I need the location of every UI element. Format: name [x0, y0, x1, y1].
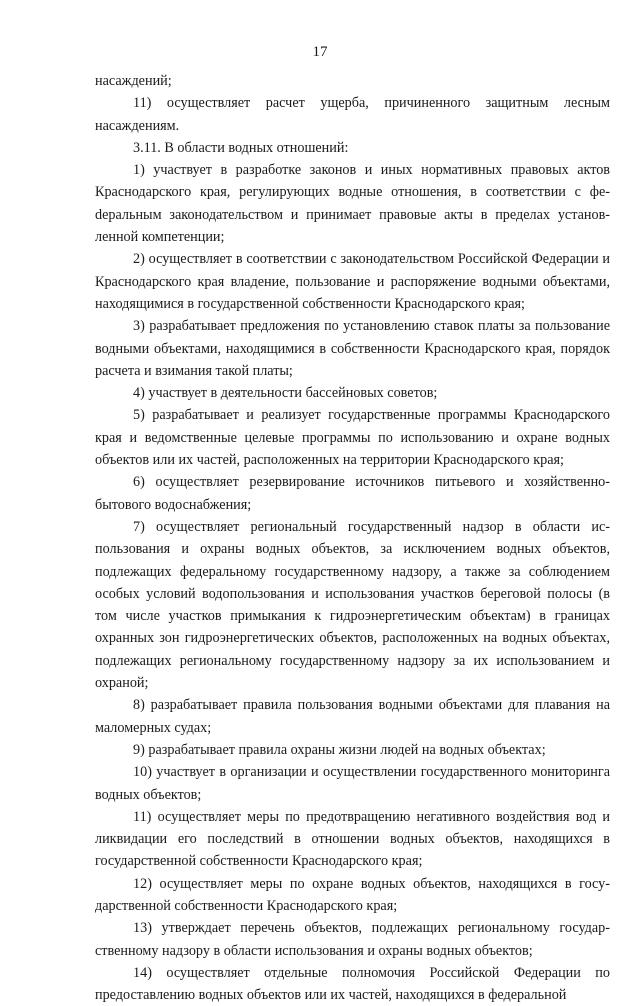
section-heading-3-11: 3.11. В области водных отношений:: [133, 139, 349, 156]
paragraph-continuation: насаждений;: [95, 73, 172, 89]
paragraph-item-6: 6) осуществляет резервирование источников питьевого и хозяйственно-бытового водоснабжения;: [95, 474, 610, 513]
paragraph-item-4: 4) участвует в деятельности бассейновых советов;: [133, 385, 438, 402]
paragraph-item-2: 2) осуществляет в соответствии с законодательством Российской Федерации и Краснодарского края владение, пользование и распоряжение водными объектами, находящимися в государственной собственности Краснодарского края;: [95, 251, 610, 312]
paragraph-item-13: 13) утверждает перечень объектов, подлежащих региональному государственному надзору в области использования и охраны водных объектов;: [95, 920, 610, 959]
paragraph-item-7: 7) осуществляет региональный государственный надзор в области использования и охраны водных объектов, за исключением водных объектов, подлежащих федеральному государственному надзору, а также за соблюдением особых условий водопользования и использования участков береговой полосы (в том числе участков примыкания к гидроэнергетическим объектам) в границах охранных зон гидроэнергетических объектов, расположенных на водных объектах, подлежащих региональному государственному надзору за их использованием и охраной;: [95, 518, 610, 692]
paragraph-item-8: 8) разрабатывает правила пользования водными объектами для плавания на маломерных судах;: [95, 697, 610, 736]
paragraph-item-11-forest: 11) осуществляет расчет ущерба, причиненного защитным лесным насаждениям.: [95, 95, 610, 134]
paragraph-item-12: 12) осуществляет меры по охране водных объектов, находящихся в государственной собственности Краснодарского края;: [95, 875, 610, 914]
page-number: 17: [312, 44, 328, 60]
paragraph-item-5: 5) разрабатывает и реализует государственные программы Краснодарского края и ведомственные целевые программы по использованию и охране водных объектов или их частей, расположенных на территории Краснодарского края;: [95, 407, 610, 469]
paragraph-item-11: 11) осуществляет меры по предотвращению негативного воздействия вод и ликвидации его последствий в отношении водных объектов, находящихся в государственной собственности Краснодарского края;: [95, 808, 610, 870]
paragraph-item-14: 14) осуществляет отдельные полномочия Российской Федерации по предоставлению водных объектов или их частей, находящихся в федеральной: [95, 964, 610, 1004]
document-body: [95, 70, 610, 1006]
paragraph-item-1: 1) участвует в разработке законов и иных нормативных правовых актов Краснодарского края, регулирующих водные отношения, в соответствии с феdеральным законодательством и принимает правовые акты в пределах установленной компетенции;: [95, 162, 610, 246]
paragraph-item-10: 10) участвует в организации и осуществлении государственного мониторинга водных объектов;: [95, 764, 610, 803]
paragraph-item-9: 9) разрабатывает правила охраны жизни людей на водных объектах;: [133, 741, 546, 758]
paragraph-item-3: 3) разрабатывает предложения по установлению ставок платы за пользование водными объектами, находящимися в собственности Краснодарского края, порядок расчета и взимания такой платы;: [95, 318, 610, 379]
